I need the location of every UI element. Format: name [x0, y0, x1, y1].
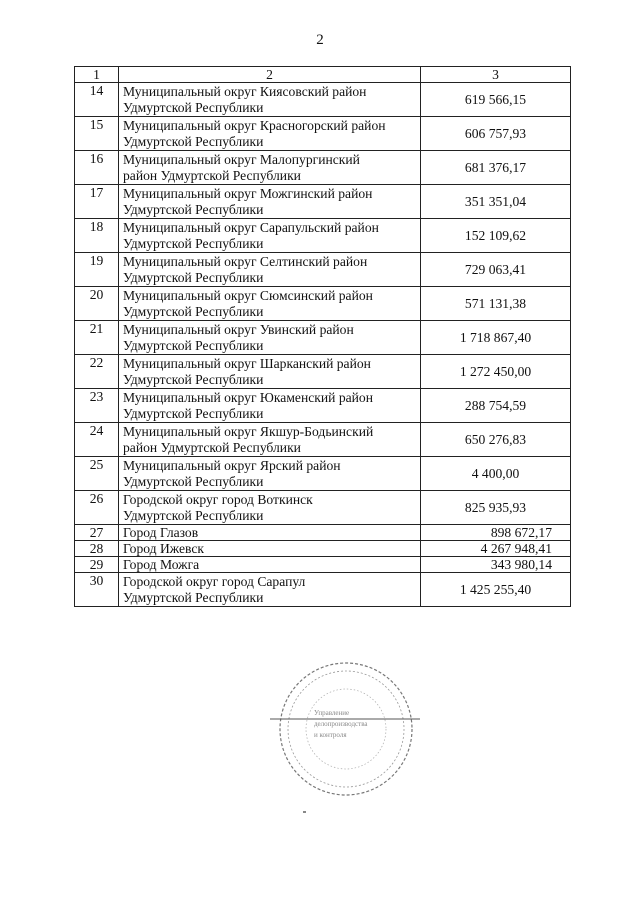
row-value-cell: 571 131,38	[421, 287, 571, 321]
row-name-cell	[119, 389, 421, 423]
row-name-line: Город Ижевск	[123, 540, 205, 556]
row-name-line: Муниципальный округ Сюмсинский район	[123, 287, 373, 303]
row-name-line: Удмуртской Республики	[123, 201, 264, 217]
row-name-cell	[119, 423, 421, 457]
row-name-line: Муниципальный округ Ярский район	[123, 457, 341, 473]
stamp-line-2: делопроизводства	[314, 720, 368, 728]
row-value-cell: 619 566,15	[421, 83, 571, 117]
row-name-cell	[119, 573, 421, 607]
row-name-line: Удмуртской Республики	[123, 589, 264, 605]
row-value-cell: 152 109,62	[421, 219, 571, 253]
row-number-cell: 28	[75, 541, 119, 557]
row-name-cell	[119, 557, 421, 573]
row-number-cell: 15	[75, 117, 119, 151]
table-body	[75, 67, 571, 607]
row-number-cell: 23	[75, 389, 119, 423]
row-name-line: Удмуртской Республики	[123, 473, 264, 489]
row-value-cell: 1 272 450,00	[421, 355, 571, 389]
row-name-line: Муниципальный округ Киясовский район	[123, 83, 367, 99]
page-number: 2	[316, 32, 324, 48]
row-name-cell	[119, 491, 421, 525]
row-value-cell: 1 718 867,40	[421, 321, 571, 355]
table-header-row	[75, 67, 571, 83]
table-row	[75, 185, 571, 219]
row-name-cell	[119, 525, 421, 541]
row-number-cell: 26	[75, 491, 119, 525]
table-row	[75, 287, 571, 321]
row-value-cell: 898 672,17	[421, 525, 571, 541]
table-row	[75, 557, 571, 573]
row-number-cell: 29	[75, 557, 119, 573]
row-value-cell: 650 276,83	[421, 423, 571, 457]
scan-mark	[303, 811, 306, 813]
official-stamp	[270, 656, 420, 801]
stamp-line-3: и контроля	[314, 731, 347, 739]
row-name-line: Городской округ город Воткинск	[123, 491, 313, 507]
row-name-line: Город Глазов	[123, 524, 199, 540]
row-number-cell: 16	[75, 151, 119, 185]
row-name-line: Удмуртской Республики	[123, 133, 264, 149]
row-name-cell	[119, 355, 421, 389]
row-name-line: Муниципальный округ Сарапульский район	[123, 219, 379, 235]
row-name-line: Городской округ город Сарапул	[123, 573, 306, 589]
stamp-line-1: Управление	[314, 709, 350, 717]
table-row	[75, 219, 571, 253]
row-number-cell: 25	[75, 457, 119, 491]
row-name-cell	[119, 117, 421, 151]
row-name-line: Удмуртской Республики	[123, 235, 264, 251]
row-name-cell	[119, 287, 421, 321]
row-name-line: Муниципальный округ Якшур-Бодьинский	[123, 423, 374, 439]
table-row	[75, 573, 571, 607]
header-cell-name: 2	[119, 67, 421, 83]
table-row	[75, 525, 571, 541]
row-name-line: Удмуртской Республики	[123, 371, 264, 387]
row-name-line: Удмуртской Республики	[123, 507, 264, 523]
table-row	[75, 423, 571, 457]
row-name-cell	[119, 457, 421, 491]
row-name-cell	[119, 219, 421, 253]
row-value-cell: 1 425 255,40	[421, 573, 571, 607]
table-row	[75, 321, 571, 355]
row-value-cell: 681 376,17	[421, 151, 571, 185]
header-cell-value: 3	[421, 67, 571, 83]
header-cell-number: 1	[75, 67, 119, 83]
row-number-cell: 24	[75, 423, 119, 457]
row-number-cell: 21	[75, 321, 119, 355]
row-value-cell: 606 757,93	[421, 117, 571, 151]
row-name-line: Удмуртской Республики	[123, 269, 264, 285]
table-row	[75, 457, 571, 491]
table-row	[75, 541, 571, 557]
row-name-line: Удмуртской Республики	[123, 99, 264, 115]
row-name-line: Муниципальный округ Шарканский район	[123, 355, 371, 371]
row-number-cell: 17	[75, 185, 119, 219]
table-row	[75, 253, 571, 287]
row-name-line: Муниципальный округ Селтинский район	[123, 253, 368, 269]
table-row	[75, 83, 571, 117]
row-value-cell: 351 351,04	[421, 185, 571, 219]
row-name-line: Муниципальный округ Малопургинский	[123, 151, 360, 167]
row-name-line: район Удмуртской Республики	[123, 439, 301, 455]
row-name-line: Удмуртской Республики	[123, 303, 264, 319]
row-name-line: район Удмуртской Республики	[123, 167, 301, 183]
row-number-cell: 18	[75, 219, 119, 253]
row-name-cell	[119, 151, 421, 185]
row-name-cell	[119, 253, 421, 287]
row-name-cell	[119, 321, 421, 355]
table-row	[75, 151, 571, 185]
data-table	[74, 66, 571, 607]
row-value-cell: 343 980,14	[421, 557, 571, 573]
row-number-cell: 20	[75, 287, 119, 321]
row-name-line: Муниципальный округ Можгинский район	[123, 185, 373, 201]
row-name-line: Муниципальный округ Красногорский район	[123, 117, 386, 133]
row-value-cell: 729 063,41	[421, 253, 571, 287]
row-number-cell: 22	[75, 355, 119, 389]
table-row	[75, 389, 571, 423]
row-number-cell: 19	[75, 253, 119, 287]
row-number-cell: 27	[75, 525, 119, 541]
table-row	[75, 117, 571, 151]
row-name-cell	[119, 83, 421, 117]
row-name-line: Удмуртской Республики	[123, 337, 264, 353]
row-name-cell	[119, 541, 421, 557]
row-value-cell: 4 267 948,41	[421, 541, 571, 557]
table-row	[75, 355, 571, 389]
row-value-cell: 4 400,00	[421, 457, 571, 491]
row-value-cell: 288 754,59	[421, 389, 571, 423]
row-name-line: Муниципальный округ Юкаменский район	[123, 389, 374, 405]
row-name-cell	[119, 185, 421, 219]
row-name-line: Город Можга	[123, 556, 200, 572]
table-row	[75, 491, 571, 525]
row-name-line: Удмуртской Республики	[123, 405, 264, 421]
row-number-cell: 30	[75, 573, 119, 607]
row-number-cell: 14	[75, 83, 119, 117]
row-value-cell: 825 935,93	[421, 491, 571, 525]
row-name-line: Муниципальный округ Увинский район	[123, 321, 354, 337]
